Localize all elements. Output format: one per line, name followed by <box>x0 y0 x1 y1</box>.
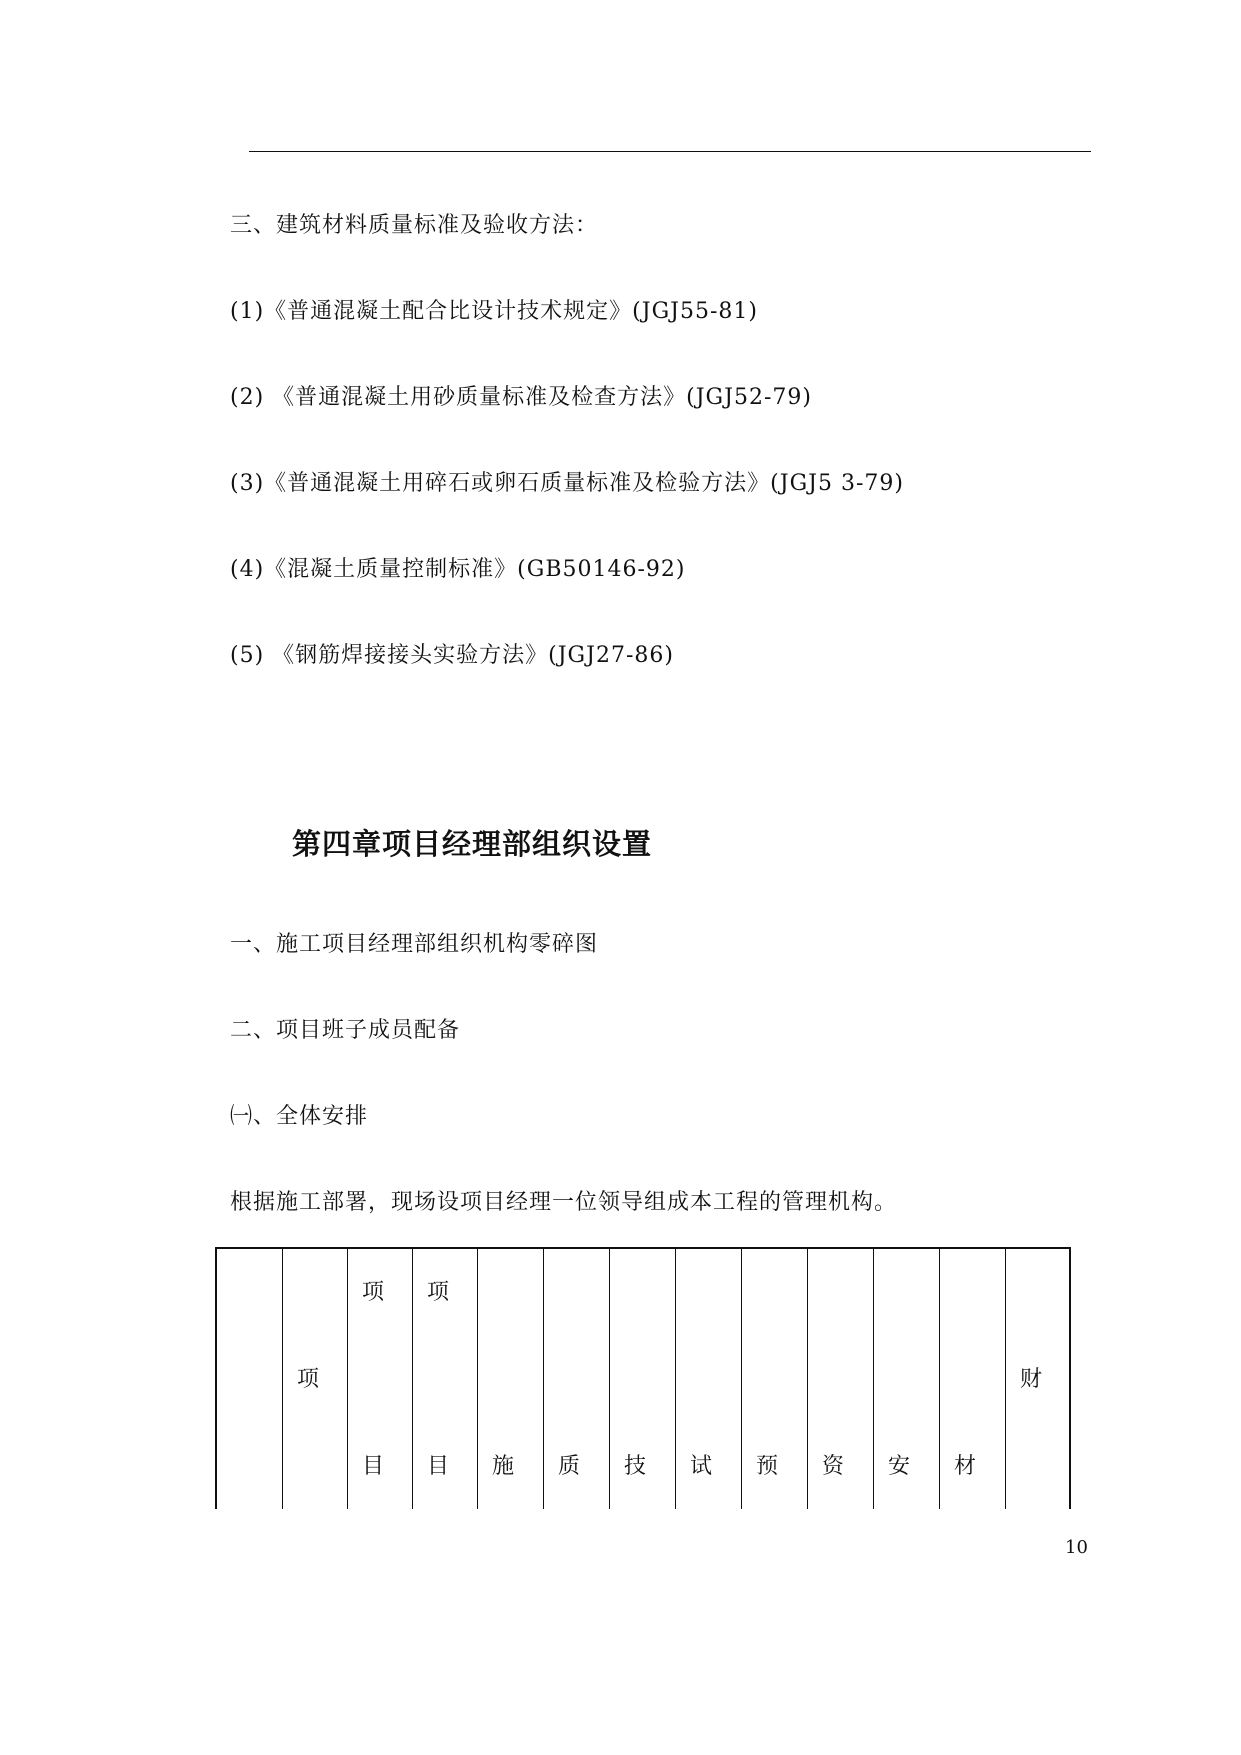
chapter-title: 第四章项目经理部组织设置 <box>292 827 653 861</box>
standard-item-1: (1)《普通混凝土配合比设计技术规定》(JGJ55-81) <box>230 299 758 324</box>
standard-item-4: (4)《混凝土质量控制标准》(GB50146-92) <box>230 557 686 582</box>
table-cell: 项 <box>427 1280 450 1305</box>
staff-table <box>215 1247 1071 1509</box>
table-cell: 技 <box>624 1454 647 1479</box>
section-heading-materials: 三、建筑材料质量标准及验收方法： <box>230 213 599 238</box>
table-cell: 安 <box>888 1454 911 1479</box>
page-number: 10 <box>1065 1537 1088 1558</box>
table-column <box>807 1249 873 1509</box>
table-cell: 目 <box>427 1454 450 1479</box>
subsection-overall-arrangement: ㈠、全体安排 <box>230 1104 369 1129</box>
table-column <box>412 1249 477 1509</box>
table-cell: 财 <box>1020 1367 1043 1392</box>
standard-item-5: (5) 《钢筋焊接接头实验方法》(JGJ27-86) <box>230 643 674 668</box>
table-column <box>347 1249 412 1509</box>
standard-item-3: (3)《普通混凝土用碎石或卵石质量标准及检验方法》(JGJ5 3-79) <box>230 471 904 496</box>
table-cell: 目 <box>362 1454 385 1479</box>
standard-item-2: (2) 《普通混凝土用砂质量标准及检查方法》(JGJ52-79) <box>230 385 812 410</box>
table-cell: 资 <box>822 1454 845 1479</box>
table-column <box>1005 1249 1068 1509</box>
table-column <box>477 1249 543 1509</box>
table-cell: 试 <box>690 1454 713 1479</box>
table-cell: 项 <box>297 1367 320 1392</box>
table-cell: 施 <box>492 1454 515 1479</box>
section-org-chart: 一、施工项目经理部组织机构零碎图 <box>230 932 599 957</box>
body-paragraph: 根据施工部署，现场设项目经理一位领导组成本工程的管理机构。 <box>230 1190 898 1215</box>
table-cell: 预 <box>756 1454 779 1479</box>
table-cell: 项 <box>362 1280 385 1305</box>
table-column <box>939 1249 1005 1509</box>
table-column <box>609 1249 675 1509</box>
table-column <box>741 1249 807 1509</box>
table-column <box>282 1249 347 1509</box>
section-staffing: 二、项目班子成员配备 <box>230 1018 461 1043</box>
table-cell: 质 <box>558 1454 581 1479</box>
table-column <box>217 1249 282 1509</box>
table-column <box>675 1249 741 1509</box>
table-column <box>543 1249 609 1509</box>
header-rule <box>249 151 1091 152</box>
table-cell: 材 <box>954 1454 977 1479</box>
table-column <box>873 1249 939 1509</box>
